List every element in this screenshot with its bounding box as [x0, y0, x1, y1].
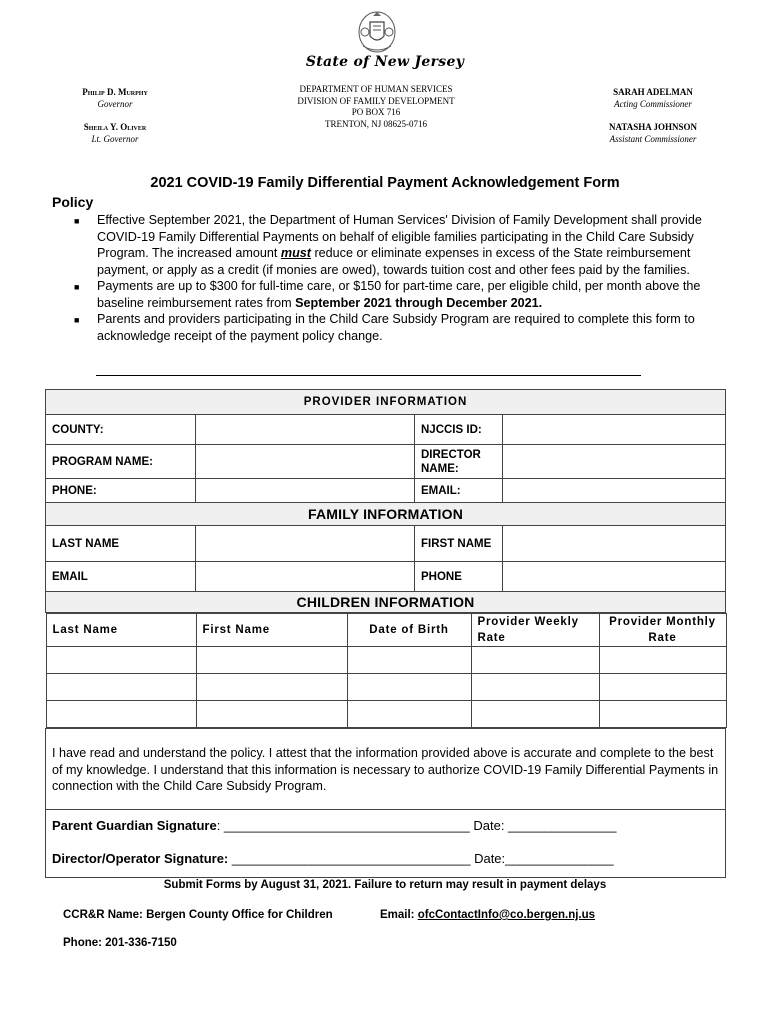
child-last-name-cell[interactable] [46, 701, 196, 728]
child-weekly-rate-cell[interactable] [471, 674, 599, 701]
department-address [260, 84, 492, 130]
state-title: State of New Jersey [305, 54, 465, 70]
family-last-name-field[interactable] [196, 526, 415, 562]
table-row [46, 674, 726, 701]
county-label: COUNTY: [46, 415, 196, 445]
commissioner-title: Acting Commissioner [614, 99, 692, 109]
child-dob-cell[interactable] [347, 674, 471, 701]
form-title: 2021 COVID-19 Family Differential Payment Acknowledgement Form [150, 175, 620, 191]
email-label: EMAIL: [415, 479, 503, 503]
policy-dates: September 2021 through December 2021. [295, 295, 543, 310]
family-first-name-field[interactable] [503, 526, 726, 562]
contact-phone: Phone: 201-336-7150 [63, 937, 177, 949]
policy-bullet [74, 278, 720, 311]
family-email-label: EMAIL [46, 562, 196, 592]
email-label-text: Email: [380, 909, 418, 921]
last-name-label: LAST NAME [46, 526, 196, 562]
first-name-label: FIRST NAME [415, 526, 503, 562]
director-signature-line[interactable] [46, 841, 726, 877]
lt-governor-title: Lt. Governor [91, 134, 139, 144]
column-header-monthly-rate: Provider Monthly Rate [599, 614, 726, 647]
table-row [46, 701, 726, 728]
bullet-icon: ■ [74, 282, 80, 292]
po-box-line: PO BOX 716 [351, 107, 401, 117]
child-monthly-rate-cell[interactable] [599, 701, 726, 728]
parent-signature-blank: : __________________________________ Date: _______________ [216, 817, 617, 833]
child-weekly-rate-cell[interactable] [471, 647, 599, 674]
policy-text: Parents and providers participating in the Child Care Subsidy Program are required to complete this form to acknowledge receipt of the payment policy change. [97, 312, 695, 343]
column-header-weekly-rate: Provider Weekly Rate [471, 614, 599, 647]
child-monthly-rate-cell[interactable] [599, 674, 726, 701]
child-last-name-cell[interactable] [46, 674, 196, 701]
policy-text: Payments are up to $300 for full-time care, or $150 for part-time care, per eligible child, per month above the baseline reimbursement rates from [97, 279, 701, 310]
column-header-last-name: Last Name [46, 614, 196, 647]
lt-governor-name: Sheila Y. Oliver [83, 122, 147, 132]
family-section-header: FAMILY INFORMATION [46, 503, 726, 526]
ccrr-name: CCR&R Name: Bergen County Office for Children [63, 909, 333, 921]
parent-signature-line[interactable] [46, 809, 726, 841]
child-weekly-rate-cell[interactable] [471, 701, 599, 728]
governor-title: Governor [97, 99, 133, 109]
acknowledgement-form [45, 389, 726, 878]
child-first-name-cell[interactable] [196, 647, 347, 674]
commissioner-name: SARAH ADELMAN [613, 87, 693, 97]
policy-text: Effective September 2021, the Department of Human Services' Division of Family Development shall provide COVID-19 Family Differential Payments on behalf of eligible families participating in the Child Care Subsidy Program. The increased amount [97, 213, 702, 260]
phone-field[interactable] [196, 479, 415, 503]
child-first-name-cell[interactable] [196, 701, 347, 728]
director-name-field[interactable] [503, 445, 726, 479]
policy-heading: Policy [52, 194, 94, 210]
program-name-field[interactable] [196, 445, 415, 479]
njccis-label: NJCCIS ID: [415, 415, 503, 445]
attestation-text: I have read and understand the policy. I attest that the information provided above is accurate and complete to the best of my knowledge. I understand that this information is necessary to authorize COVID-19 Family Differential Payments in connection with the Child Care Subsidy Program. [46, 729, 726, 810]
division-line: DIVISION OF FAMILY DEVELOPMENT [297, 95, 455, 106]
child-last-name-cell[interactable] [46, 647, 196, 674]
family-email-field[interactable] [196, 562, 415, 592]
contact-email [380, 909, 595, 921]
email-link[interactable]: ofcContactInfo@co.bergen.nj.us [417, 909, 596, 921]
column-header-dob: Date of Birth [347, 614, 471, 647]
director-name-label: DIRECTOR NAME: [415, 445, 503, 479]
child-monthly-rate-cell[interactable] [599, 647, 726, 674]
phone-label: PHONE: [46, 479, 196, 503]
governor-name: Philip D. Murphy [82, 87, 148, 97]
officials-right [578, 86, 728, 145]
director-signature-blank: _________________________________ Date:_______________ [228, 851, 614, 867]
bullet-icon: ■ [74, 216, 80, 226]
child-dob-cell[interactable] [347, 647, 471, 674]
county-field[interactable] [196, 415, 415, 445]
children-section-header: CHILDREN INFORMATION [46, 592, 726, 613]
children-table [46, 613, 727, 728]
director-signature-label: Director/Operator Signature: [52, 851, 229, 867]
department-line: DEPARTMENT OF HUMAN SERVICES [299, 84, 453, 94]
family-phone-label: PHONE [415, 562, 503, 592]
email-field[interactable] [503, 479, 726, 503]
officials-left [40, 86, 190, 145]
deadline-notice: Submit Forms by August 31, 2021. Failure to return may result in payment delays [163, 879, 607, 891]
policy-list [74, 212, 720, 344]
njccis-field[interactable] [503, 415, 726, 445]
assistant-commissioner-name: NATASHA JOHNSON [609, 122, 697, 132]
family-phone-field[interactable] [503, 562, 726, 592]
bullet-icon: ■ [74, 315, 80, 325]
table-row [46, 647, 726, 674]
program-name-label: PROGRAM NAME: [46, 445, 196, 479]
city-line: TRENTON, NJ 08625-0716 [324, 118, 428, 129]
divider-line [96, 375, 641, 376]
parent-signature-label: Parent Guardian Signature [52, 817, 217, 833]
child-dob-cell[interactable] [347, 701, 471, 728]
policy-text: reduce or eliminate expenses in excess of the State reimbursement payment, or apply as a credit (if monies are owed), towards tuition cost and other fees paid by the families. [97, 246, 691, 277]
assistant-commissioner-title: Assistant Commissioner [609, 134, 697, 144]
child-first-name-cell[interactable] [196, 674, 347, 701]
policy-emphasis: must [280, 246, 311, 260]
policy-bullet [74, 212, 720, 278]
column-header-first-name: First Name [196, 614, 347, 647]
state-seal-icon [357, 10, 397, 54]
provider-section-header: PROVIDER INFORMATION [46, 390, 726, 415]
policy-bullet [74, 311, 720, 344]
